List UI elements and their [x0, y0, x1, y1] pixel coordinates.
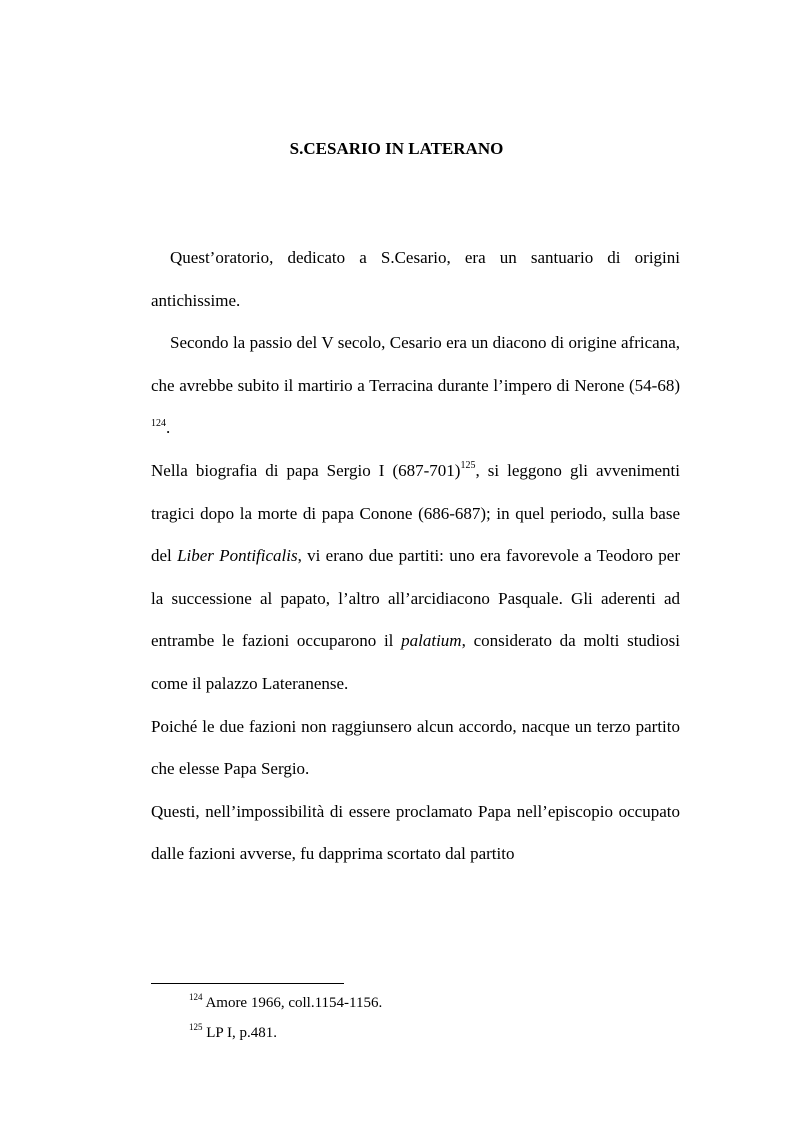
- paragraph-2: [151, 322, 680, 450]
- footnote-124: [189, 988, 689, 1018]
- footnote-ref-125: 125: [460, 460, 476, 472]
- footnote-text: Amore 1966, coll.1154-1156.: [205, 995, 383, 1011]
- footnote-number: 124: [189, 992, 203, 1002]
- paragraph-4-text: Poiché le due fazioni non raggiunsero alcun accordo, nacque un terzo partito che elesse Papa Sergio.: [151, 716, 680, 779]
- paragraph-3: [151, 450, 680, 706]
- footnote-number: 125: [189, 1022, 203, 1032]
- italic-liber-pontificalis: Liber Pontificalis: [177, 546, 298, 566]
- paragraph-3-text-b: , si leggono gli avvenimenti tragici dopo la morte di papa Conone (686-687); in quel periodo, sulla base del: [151, 460, 680, 566]
- footnote-125: [189, 1018, 689, 1048]
- paragraph-3-text-d: , considerato da molti studiosi come il palazzo Lateranense.: [151, 631, 680, 693]
- paragraph-1-text: Quest’oratorio, dedicato a S.Cesario, era un santuario di origini antichissime.: [151, 248, 680, 310]
- footnote-ref-124: 124: [151, 417, 166, 429]
- footnotes: [189, 988, 689, 1048]
- paragraph-1: [151, 237, 680, 322]
- italic-palatium: palatium: [401, 631, 462, 651]
- paragraph-3-text-a: Nella biografia di papa Sergio I (687-701): [151, 460, 461, 480]
- paragraph-4: [151, 706, 680, 791]
- paragraph-5-text: Questi, nell’impossibilità di essere proclamato Papa nell’episcopio occupato dalle fazioni avverse, fu dapprima scortato dal partito: [151, 801, 680, 864]
- paragraph-2-text-before: Secondo la passio del V secolo, Cesario era un diacono di origine africana, che avrebbe subito il martirio a Terracina durante l’impero di Nerone (54-68): [151, 333, 680, 395]
- paragraph-5: [151, 791, 680, 876]
- body-text: [151, 237, 680, 876]
- paragraph-3-text-c: , vi erano due partiti: uno era favorevole a Teodoro per la successione al papato, l’altro all’arcidiacono Pasquale. Gli aderenti ad entrambe le fazioni occuparono il: [151, 546, 680, 651]
- footnote-divider: [151, 983, 344, 984]
- page-title: S.CESARIO IN LATERANO: [289, 139, 504, 158]
- paragraph-2-text-after: .: [166, 418, 171, 438]
- footnote-text: LP I, p.481.: [206, 1025, 277, 1041]
